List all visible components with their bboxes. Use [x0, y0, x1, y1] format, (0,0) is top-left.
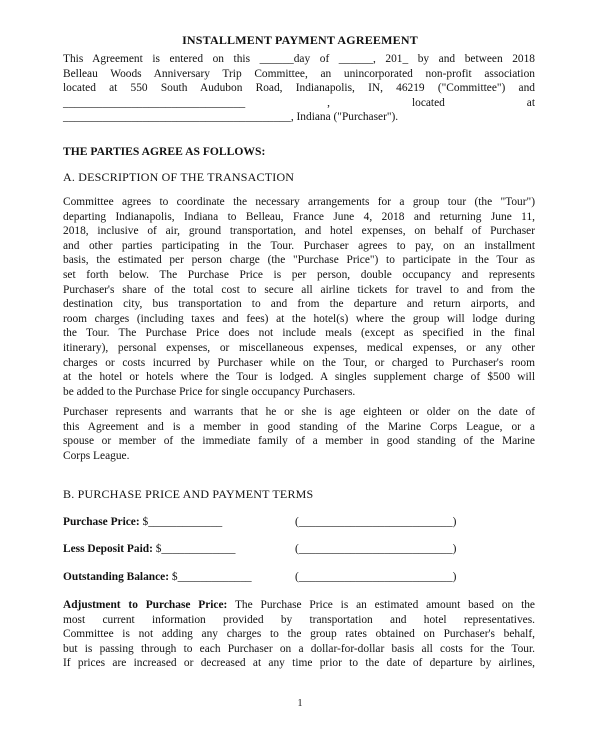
payment-words-field[interactable]: (___________________________) [295, 571, 457, 583]
section-a-heading: A. DESCRIPTION OF THE TRANSACTION [63, 170, 295, 184]
para-line: but is passing through to each Purchaser on a dollar-for-dollar basis all costs for the Tour. [63, 642, 535, 655]
para-line: basis, the estimated per person charge (the "Purchase Price") to participate in the Tour as [63, 254, 535, 267]
page-number: 1 [297, 698, 303, 709]
intro-line: ________________________________________, Indiana ("Purchaser"). [63, 111, 399, 124]
para-line: be added to the Purchase Price for single occupancy Purchasers. [63, 385, 356, 398]
payment-label: Less Deposit Paid: [63, 543, 153, 555]
payment-amount-field[interactable]: $_____________ [142, 516, 223, 528]
para-line: departing Indianapolis, Indiana to Belleau, France June 4, 2018 and returning June 11, [63, 210, 535, 223]
para-line: room charges (including taxes and fees) at the hotel(s) where the group will lodge during [63, 312, 535, 325]
payment-row-outstanding-balance [63, 570, 535, 586]
para-line: 2018, inclusive of air, ground transportation, and hotel expenses, on behalf of Purchaser [63, 225, 535, 238]
payment-words-field[interactable]: (___________________________) [295, 516, 457, 528]
adjustment-first-line: The Purchase Price is an estimated amount based on the [227, 599, 535, 611]
para-line: Purchaser's share of the total cost to secure all airline tickets for travel to and from the [63, 283, 535, 296]
intro-line: This Agreement is entered on this ______day of ______, 201_ by and between 2018 [63, 53, 535, 65]
para-line: If prices are increased or decreased at any time prior to the date of departure by airlines, [63, 657, 535, 670]
payment-amount-field[interactable]: $_____________ [171, 571, 252, 583]
payment-label: Outstanding Balance: [63, 571, 170, 583]
payment-row-purchase-price [63, 515, 535, 531]
para-line: Committee is not adding any charges to the group rates obtained on Purchaser's behalf, [63, 628, 535, 641]
para-line: this Agreement and is a member in good standing of the Marine Corps League, or a [63, 420, 535, 433]
section-b-heading: B. PURCHASE PRICE AND PAYMENT TERMS [63, 487, 314, 501]
adjustment-paragraph [63, 598, 535, 671]
para-line: charges or costs incurred by Purchaser while on the Tour, or charged to Purchaser's room [63, 356, 535, 369]
intro-line: ________________________________ , located at [63, 96, 535, 109]
payment-amount-field[interactable]: $_____________ [155, 543, 236, 555]
para-line: most current information provided by transportation and hotel representatives. [63, 613, 535, 626]
document-title: INSTALLMENT PAYMENT AGREEMENT [182, 33, 418, 47]
para-line: destination city, bus transportation to and from the departure and return airports, and [63, 298, 535, 311]
intro-line: Belleau Woods Anniversary Trip Committee, an unincorporated non-profit association [63, 67, 535, 80]
para-line: and other parties participating in the Tour. Purchaser agrees to pay, on an installment [63, 239, 535, 252]
intro-paragraph [63, 52, 535, 125]
para-line: at the hotel or hotels where the Tour is lodged. A singles supplement charge of $500 will [63, 371, 535, 384]
para-line: Committee agrees to coordinate the necessary arrangements for a group tour (the "Tour") [63, 196, 535, 208]
para-line: itinerary), personal expenses, or miscellaneous expenses, medical expenses, or any other [63, 341, 535, 354]
para-line: Corps League. [63, 449, 130, 462]
para-line: set forth below. The Purchase Price is per person, double occupancy and represents [63, 268, 535, 281]
payment-row-deposit [63, 542, 535, 558]
section-a-paragraph-2 [63, 405, 535, 463]
payment-label: Purchase Price: [63, 516, 140, 528]
adjustment-label: Adjustment to Purchase Price: [63, 599, 228, 611]
para-line: the Tour. The Purchase Price does not include meals (except as specified in the final [63, 327, 535, 340]
parties-heading: THE PARTIES AGREE AS FOLLOWS: [63, 145, 266, 158]
payment-words-field[interactable]: (___________________________) [295, 543, 457, 555]
para-line [63, 598, 535, 613]
para-line: Purchaser represents and warrants that he or she is age eighteen or older on the date of [63, 406, 535, 418]
section-a-paragraph-1 [63, 195, 535, 399]
intro-line: located at 550 South Audubon Road, Indianapolis, IN, 46219 ("Committee") and [63, 82, 535, 95]
para-line: spouse or member of the immediate family of a member in good standing of the Marine [63, 435, 535, 448]
